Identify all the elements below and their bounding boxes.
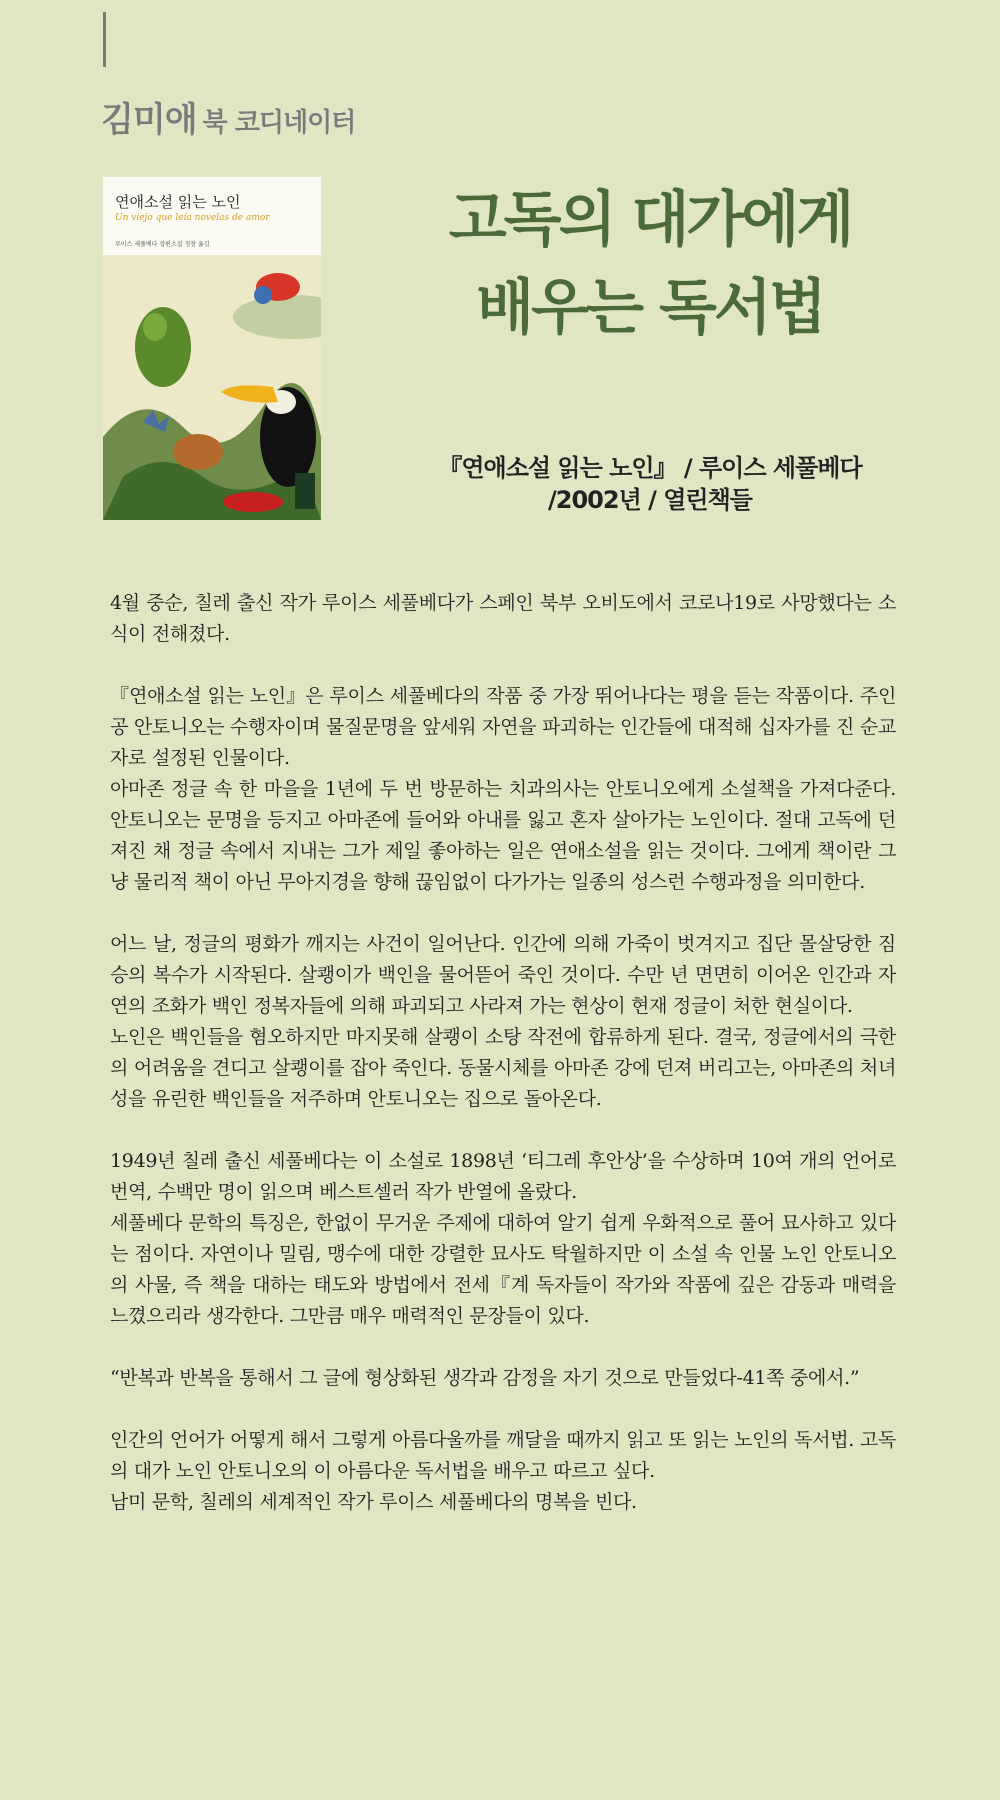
body-paragraph: 어느 날, 정글의 평화가 깨지는 사건이 일어난다. 인간에 의해 가죽이 벗겨지고 집단 몰살당한 짐승의 복수가 시작된다. 살쾡이가 백인을 물어뜯어 죽인 것이다. 수만 년 면면히 이어온 인간과 자연의 조화가 백인 정복자들에 의해 파괴되고 사라져 가는 현상이 현재 정글이 처한 현실이다. [110, 933, 896, 1017]
body-paragraph: 세풀베다 문학의 특징은, 한없이 무거운 주제에 대하여 알기 쉽게 우화적으로 풀어 묘사하고 있다는 점이다. 자연이나 밀림, 맹수에 대한 강렬한 묘사도 탁월하지만 이 소설 속 인물 노인 안토니오의 사물, 즉 책을 대하는 태도와 방법에서 전세『계 독자들이 작가와 작품에 깊은 감동과 매력을 느꼈으리라 생각한다. 그만큼 매우 매력적인 문장들이 있다. [110, 1212, 896, 1327]
cover-title: 연애소설 읽는 노인 [115, 193, 241, 211]
cover-subtitle: Un viejo que leía novelas de amor [115, 213, 270, 223]
book-info-line-2: /2002년 / 열린책들 [548, 486, 752, 514]
body-paragraph: “반복과 반복을 통해서 그 글에 형상화된 생각과 감정을 자기 것으로 만들었다-41쪽 중에서.” [110, 1367, 860, 1389]
paragraph-spacer [110, 898, 896, 929]
title-line-1: 고독의 대가에게 [448, 185, 852, 255]
paragraph-spacer [110, 1332, 896, 1363]
book-cover-image [103, 177, 321, 520]
paragraph-spacer [110, 650, 896, 681]
body-paragraph: 4월 중순, 칠레 출신 작가 루이스 세풀베다가 스페인 북부 오비도에서 코로나19로 사망했다는 소식이 전해졌다. [110, 592, 896, 645]
title-line-2: 배우는 독서법 [476, 273, 824, 343]
author-byline [101, 92, 355, 141]
body-paragraph: 『연애소설 읽는 노인』은 루이스 세풀베다의 작품 중 가장 뛰어나다는 평을 듣는 작품이다. 주인공 안토니오는 수행자이며 물질문명을 앞세워 자연을 파괴하는 인간들에 대적해 십자가를 진 순교자로 설정된 인물이다. [110, 685, 896, 769]
article-title [380, 176, 920, 352]
book-info-line-1: 『연애소설 읽는 노인』 / 루이스 세풀베다 [438, 454, 862, 482]
paragraph-spacer [110, 1115, 896, 1146]
cover-author: 루이스 세풀베다 장편소설 정창 옮김 [115, 241, 210, 248]
body-paragraph: 1949년 칠레 출신 세풀베다는 이 소설로 1898년 ‘티그레 후안상’을 수상하며 10여 개의 언어로 번역, 수백만 명이 읽으며 베스트셀러 작가 반열에 올랐다. [110, 1150, 896, 1203]
body-paragraph: 남미 문학, 칠레의 세계적인 작가 루이스 세풀베다의 명복을 빈다. [110, 1491, 637, 1513]
book-cover-illustration [103, 177, 321, 520]
body-paragraph: 노인은 백인들을 혐오하지만 마지못해 살쾡이 소탕 작전에 합류하게 된다. 결국, 정글에서의 극한의 어려움을 견디고 살쾡이를 잡아 죽인다. 동물시체를 아마존 강에 던져 버리고는, 아마존의 처녀성을 유린한 백인들을 저주하며 안토니오는 집으로 돌아온다. [110, 1026, 896, 1110]
body-paragraph: 인간의 언어가 어떻게 해서 그렇게 아름다울까를 깨달을 때까지 읽고 또 읽는 노인의 독서법. 고독의 대가 노인 안토니오의 이 아름다운 독서법을 배우고 따르고 싶다. [110, 1429, 896, 1482]
header-accent-bar [103, 12, 106, 67]
author-role: 북 코디네이터 [202, 108, 356, 138]
article-body [110, 588, 896, 1518]
body-paragraph: 아마존 정글 속 한 마을을 1년에 두 번 방문하는 치과의사는 안토니오에게 소설책을 가져다준다. 안토니오는 문명을 등지고 아마존에 들어와 아내를 잃고 혼자 살아가는 노인이다. 절대 고독에 던져진 채 정글 속에서 지내는 그가 제일 좋아하는 일은 연애소설을 읽는 것이다. 그에게 책이란 그냥 물리적 책이 아닌 무아지경을 향해 끊임없이 다가가는 일종의 성스런 수행과정을 의미한다. [110, 778, 896, 893]
book-info [380, 452, 920, 516]
paragraph-spacer [110, 1394, 896, 1425]
author-name: 김미애 [101, 100, 197, 140]
